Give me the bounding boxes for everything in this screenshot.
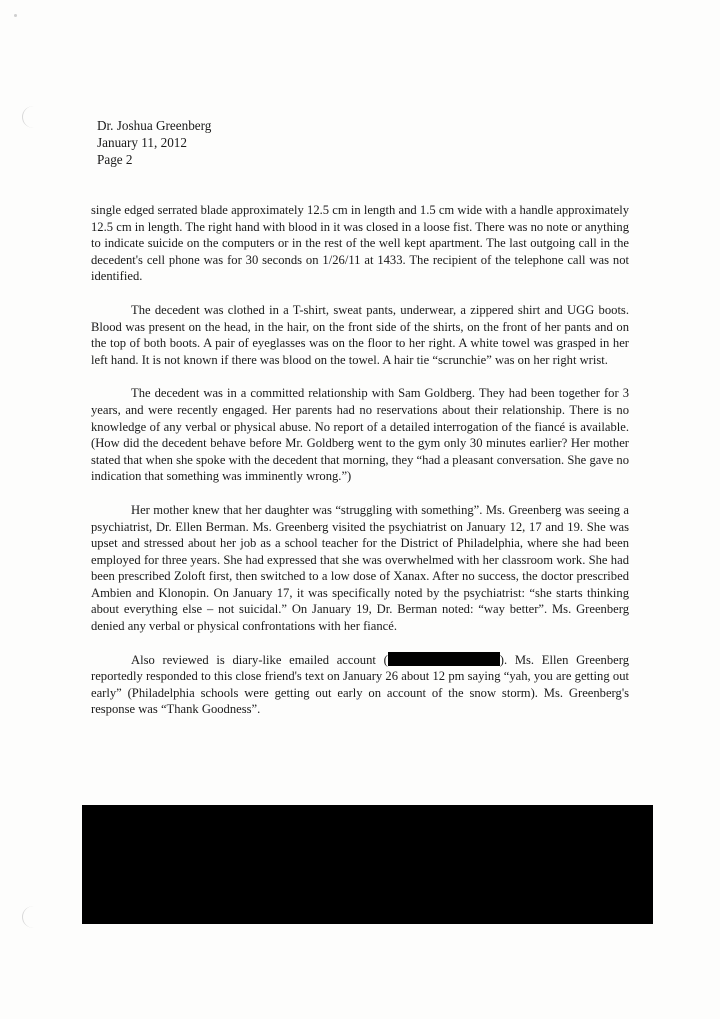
letter-header	[97, 117, 211, 168]
letter-date: January 11, 2012	[97, 135, 187, 150]
paragraph-relationship: The decedent was in a committed relationship with Sam Goldberg. They had been together for 3 years, and were recently engaged. Her parents had no reservations about their relationship. There is no knowledge of any verbal or physical abuse. No report of a detailed interrogation of the fiancé is available. (How did the decedent behave before Mr. Goldberg went to the gym only 30 minutes earlier? Her mother stated that when she spoke with the decedent that morning, they “had a pleasant conversation. She gave no indication that something was imminently wrong.”)	[91, 386, 629, 484]
redaction-block	[82, 805, 653, 924]
letter-body	[91, 202, 629, 735]
text-after-redaction: ). Ms. Ellen Greenberg reportedly responded to this close friend's text on January 26 about 12 pm saying “yah, you are getting out early” (Philadelphia schools were getting out early on account of the snow storm). Ms. Greenberg's response was “Thank Goodness”.	[91, 652, 629, 717]
page-number: Page 2	[97, 152, 133, 167]
text-before-redaction: Also reviewed is diary-like emailed account (	[131, 652, 388, 667]
paragraph-clothing: The decedent was clothed in a T-shirt, sweat pants, underwear, a zippered shirt and UGG boots. Blood was present on the head, in the hair, on the front side of the shirts, on the front of her pants and on the top of both boots. A pair of eyeglasses was on the floor to her right. A white towel was grasped in her left hand. It is not known if there was blood on the towel. A hair tie “scrunchie” was on her right wrist.	[91, 302, 629, 367]
paragraph-emailed-account	[91, 652, 629, 718]
recipient-name: Dr. Joshua Greenberg	[97, 118, 212, 133]
paragraph-psychiatric-history: Her mother knew that her daughter was “struggling with something”. Ms. Greenberg was seeing a psychiatrist, Dr. Ellen Berman. Ms. Greenberg visited the psychiatrist on January 12, 17 and 19. She was upset and stressed about her job as a school teacher for the District of Philadelphia, where she had been employed for three years. She had expressed that she was overwhelmed with her classroom work. She had been prescribed Zoloft first, then switched to a low dose of Xanax. After no success, the doctor prescribed Ambien and Klonopin. On January 17, it was specifically noted by the psychiatrist: “she starts thinking about everything else – not suicidal.” On January 19, Dr. Berman noted: “way better”. Ms. Greenberg denied any verbal or physical confrontations with her fiancé.	[91, 502, 629, 634]
punch-hole-mark-top	[22, 106, 45, 128]
inline-redaction-bar	[388, 652, 500, 666]
punch-hole-mark-bottom	[22, 906, 45, 928]
paragraph-weapon-description: single edged serrated blade approximately 12.5 cm in length and 1.5 cm wide with a handle approximately 12.5 cm in length. The right hand with blood in it was closed in a loose fist. There was no note or anything to indicate suicide on the computers or in the rest of the well kept apartment. The last outgoing call in the decedent's cell phone was for 30 seconds on 1/26/11 at 1433. The recipient of the telephone call was not identified.	[91, 203, 629, 284]
scan-speck	[14, 14, 17, 17]
